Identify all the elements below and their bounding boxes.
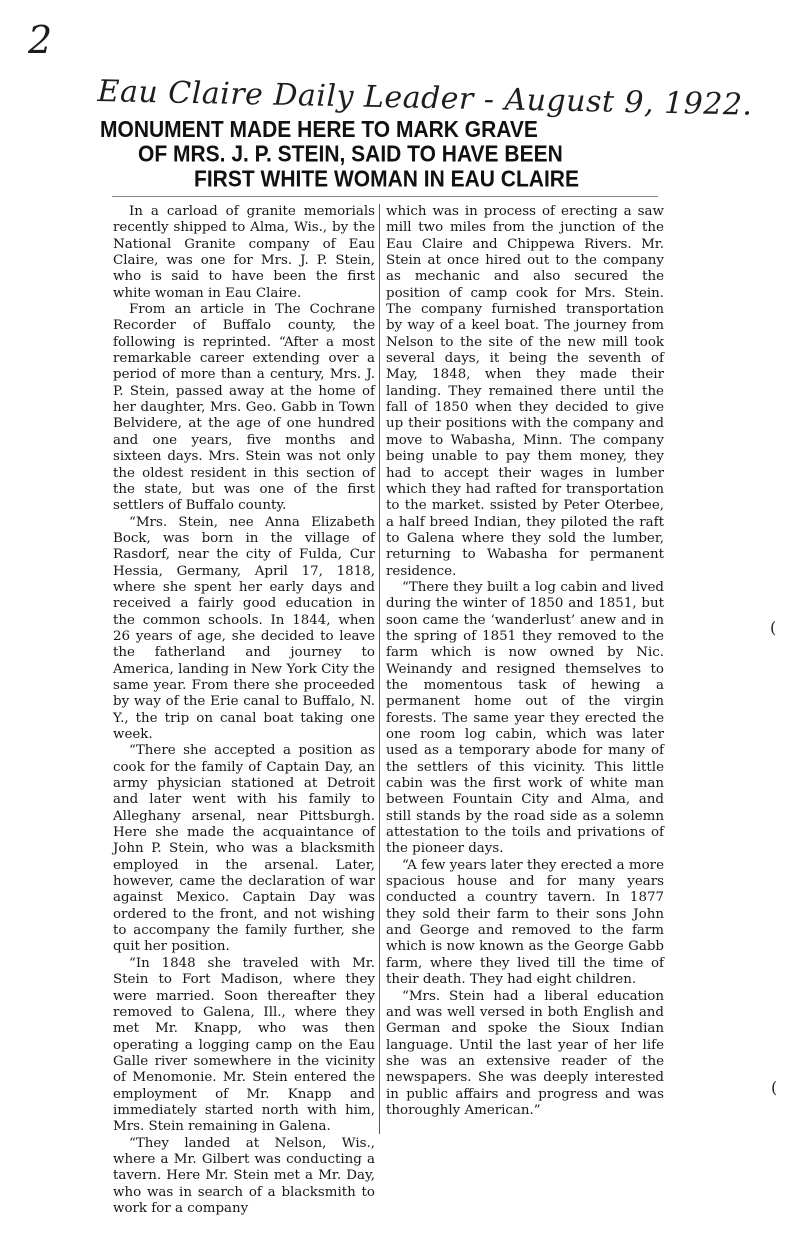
paragraph: “Mrs. Stein, nee Anna Elizabeth Bock, was born in the village of Rasdorf, near the city of Fulda, Cur Hessia, Germany, April 17, 1818, where she spent her early days and received a fairly good education in the common schools. In 1844, when 26 years of age, she decided to leave the fatherland and journey to America, landing in New York City the same year. From there she proceeded by way of the Erie canal to Buffalo, N. Y., the trip on canal boat taking one week. xyxy=(113,514,375,742)
paragraph: “There they built a log cabin and lived during the winter of 1850 and 1851, but soon came the ‘wanderlust’ anew and in the spring of 1851 they removed to the farm which is now owned by Nic. Weinandy and resigned themselves to the momentous task of hewing a permanent home out of the virgin forests. The same year they erected the one room log cabin, which was later used as a temporary abode for many of the settlers of this vicinity. This little cabin was the first work of white man between Fountain City and Alma, and still stands by the road side as a solemn attestation to the toils and privations of the pioneer days. xyxy=(386,579,664,857)
paragraph: “There she accepted a position as cook for the family of Captain Day, an army physician stationed at Detroit and later went with his family to Alleghany arsenal, near Pittsburgh. Here she made the acquaintance of John P. Stein, who was a blacksmith employed in the arsenal. Later, however, came the declaration of war against Mexico. Captain Day was ordered to the front, and not wishing to accompany the family further, she quit her position. xyxy=(113,743,375,955)
headline-line-1: MONUMENT MADE HERE TO MARK GRAVE xyxy=(100,116,538,143)
edge-mark: ( xyxy=(771,1078,778,1097)
edge-mark: ( xyxy=(770,618,777,637)
headline xyxy=(100,118,670,192)
paragraph: “In 1848 she traveled with Mr. Stein to Fort Madison, where they were married. Soon thereafter they removed to Galena, Ill., where they met Mr. Knapp, who was then operating a logging camp on the Eau Galle river somewhere in the vicinity of Menomonie. Mr. Stein entered the employment of Mr. Knapp and immediately started north with him, Mrs. Stein remaining in Galena. xyxy=(113,955,375,1135)
paragraph-continued: which was in process of erecting a saw mill two miles from the junction of the Eau Claire and Chippewa Rivers. Mr. Stein at once hired out to the company as mechanic and also secured the position of camp cook for Mrs. Stein. The company furnished transportation by way of a keel boat. The journey from Nelson to the site of the new mill took several days, it being the seventh of May, 1848, when they made their landing. They remained there until the fall of 1850 when they decided to give up their positions with the company and move to Wabasha, Minn. The company being unable to pay them money, they had to accept their wages in lumber which they had rafted for transportation to the market. ssisted by Peter Oterbee, a half breed Indian, they piloted the raft to Galena where they sold the lumber, returning to Wabasha for permanent residence. xyxy=(386,204,664,579)
paragraph: From an article in The Cochrane Recorder of Buffalo county, the following is reprinted. “After a most remarkable career extending over a period of more than a century, Mrs. J. P. Stein, passed away at the home of her daughter, Mrs. Geo. Gabb in Town Belvidere, at the age of one hundred and one years, five months and sixteen days. Mrs. Stein was not only the oldest resident in this section of the state, but was one of the first settlers of Buffalo county. xyxy=(113,302,375,514)
page-number: 2 xyxy=(28,18,53,62)
article-left-column xyxy=(113,204,375,1217)
column-divider xyxy=(379,204,380,1134)
paragraph: “Mrs. Stein had a liberal education and was well versed in both English and German and spoke the Sioux Indian language. Until the last year of her life she was an extensive reader of the newspapers. She was deeply interested in public affairs and progress and was thoroughly American.” xyxy=(386,988,664,1118)
headline-line-2: OF MRS. J. P. STEIN, SAID TO HAVE BEEN xyxy=(138,141,563,168)
paragraph: In a carload of granite memorials recently shipped to Alma, Wis., by the National Granite company of Eau Claire, was one for Mrs. J. P. Stein, who is said to have been the first white woman in Eau Claire. xyxy=(113,204,375,301)
article-right-column xyxy=(386,204,664,1119)
handwritten-source-note: Eau Claire Daily Leader - August 9, 1922. xyxy=(97,74,753,123)
headline-line-3: FIRST WHITE WOMAN IN EAU CLAIRE xyxy=(194,166,579,192)
paragraph: “A few years later they erected a more spacious house and for many years conducted a country tavern. In 1877 they sold their farm to their sons John and George and removed to the farm which is now known as the George Gabb farm, where they lived till the time of their death. They had eight children. xyxy=(386,857,664,988)
headline-rule xyxy=(112,196,658,197)
paragraph: “They landed at Nelson, Wis., where a Mr. Gilbert was conducting a tavern. Here Mr. Stein met a Mr. Day, who was in search of a blacksmith to work for a company xyxy=(113,1135,375,1216)
